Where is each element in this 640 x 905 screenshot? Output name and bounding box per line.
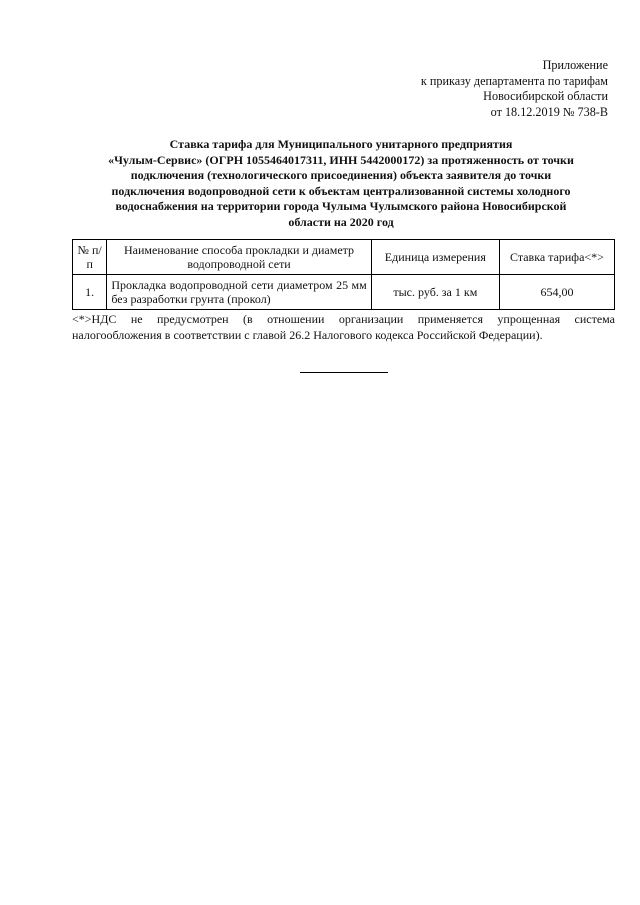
cell-name: Прокладка водопроводной сети диаметром 25 мм без разработки грунта (прокол): [107, 275, 371, 310]
cell-rate: 654,00: [499, 275, 614, 310]
title-line: «Чулым-Сервис» (ОГРН 1055464017311, ИНН 5442000172) за протяженность от точки: [108, 152, 574, 167]
table-header-row: [73, 240, 615, 275]
table-row: [73, 275, 615, 310]
appendix-region: Новосибирской области: [483, 89, 608, 104]
cell-num: 1.: [73, 275, 107, 310]
footnote-line: налогообложения в соответствии с главой 26.2 Налогового кодекса Российской Федерации).: [72, 328, 543, 342]
appendix-label: Приложение: [542, 58, 608, 72]
document-title: [72, 137, 610, 231]
footnote: [72, 311, 615, 343]
header-name: Наименование способа прокладки и диаметр водопроводной сети: [107, 240, 371, 275]
tariff-table: [72, 239, 615, 310]
appendix-header: [348, 58, 608, 120]
title-line: области на 2020 год: [288, 214, 394, 229]
title-line: водоснабжения на территории города Чулыма Чулымского района Новосибирской: [115, 199, 567, 214]
appendix-date-number: от 18.12.2019 № 738-В: [490, 104, 608, 119]
header-unit: Единица измерения: [371, 240, 499, 275]
appendix-order-ref: к приказу департамента по тарифам: [420, 73, 608, 88]
title-line: подключения водопроводной сети к объектам централизованной системы холодного: [111, 183, 571, 198]
header-num: № п/п: [73, 240, 107, 275]
footnote-line: <*>НДС не предусмотрен (в отношении организации применяется упрощенная система: [72, 312, 615, 326]
title-line: Ставка тарифа для Муниципального унитарного предприятия: [169, 137, 513, 151]
title-line: подключения (технологического присоединения) объекта заявителя до точки: [130, 168, 552, 183]
header-rate: Ставка тарифа<*>: [499, 240, 614, 275]
separator-line: [300, 372, 388, 373]
cell-unit: тыс. руб. за 1 км: [371, 275, 499, 310]
